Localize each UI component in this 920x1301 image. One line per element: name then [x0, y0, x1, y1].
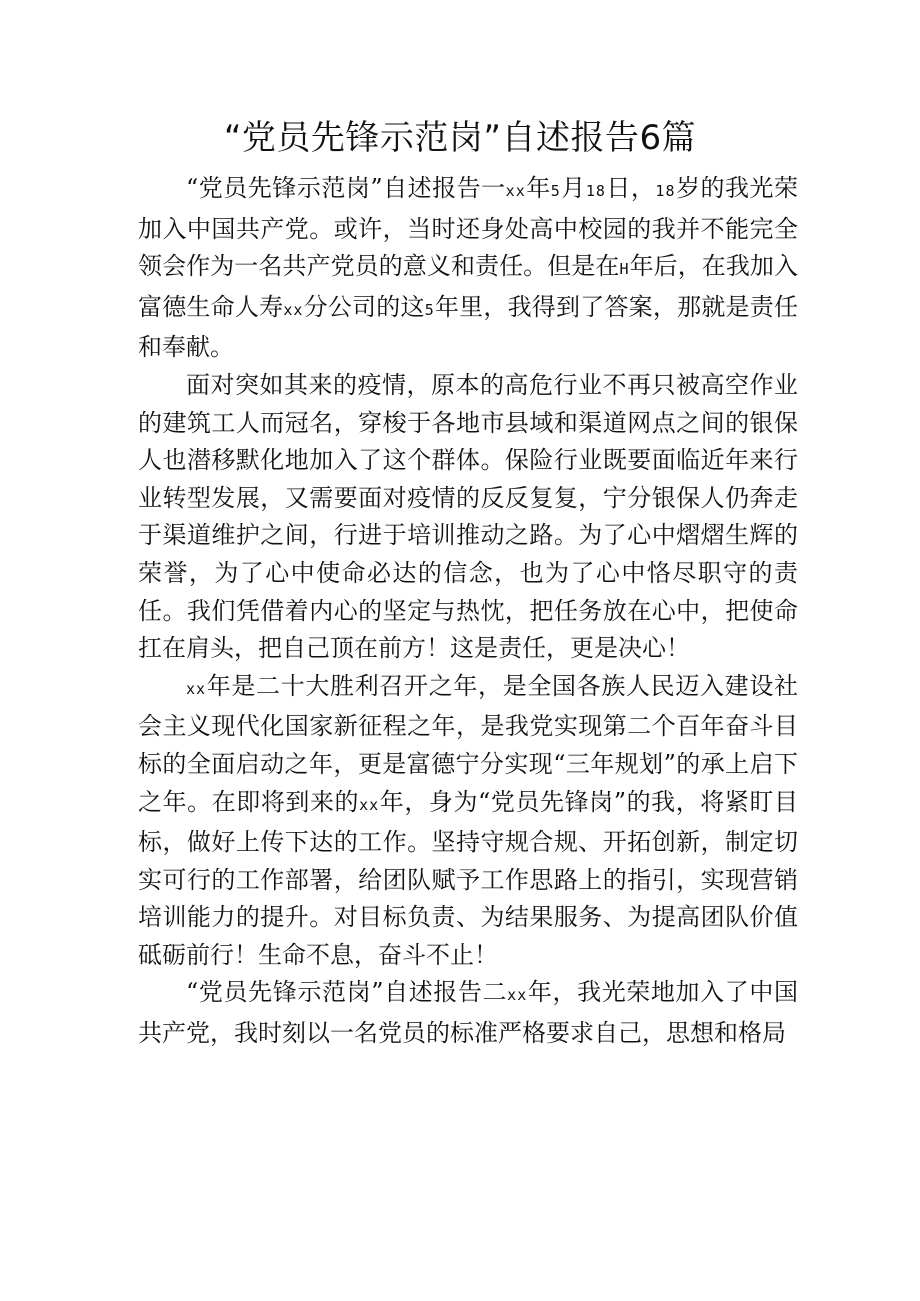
paragraph — [138, 974, 798, 1052]
paragraph-text: 面对突如其来的疫情，原本的高危行业不再只被高空作业的建筑工人而冠名，穿梭于各地市县域和渠道网点之间的银保人也潜移默化地加入了这个群体。保险行业既要面临近年来行业转型发展，又需要面对疫情的反反复复，宁分银保人仍奔走于渠道维护之间，行进于培训推动之路。为了心中熠熠生辉的荣誉，为了心中使命必达的信念，也为了心中恪尽职守的责任。我们凭借着内心的坚定与热忱，把任务放在心中，把使命扛在肩头，把自己顶在前方！这是责任，更是决心！ — [138, 370, 798, 663]
paragraph-text: “党员先锋示范岗”自述报告一 — [186, 174, 506, 202]
paragraph — [138, 367, 798, 668]
paragraph-text: 年 — [525, 174, 551, 202]
paragraph-text: “党员先锋示范岗”自述报告二 — [186, 978, 508, 1007]
paragraph-number: 18 — [585, 182, 606, 200]
paragraph-text: 年，身为“党员先锋岗”的我，将紧盯目标，做好上传下达的工作。坚持守规合规、开拓创新，制定切实可行的工作部署，给团队赋予工作思路上的指引，实现营销培训能力的提升。对目标负责、为结果服务、为提高团队价值砥砺前行！生命不息，奋斗不止！ — [138, 787, 799, 969]
paragraph-text: 年是二十大胜利召开之年，是全国各族人民迈入建设社会主义现代化国家新征程之年，是我党实现第二个百年奋斗目标的全面启动之年，更是富德宁分实现“三年规划”的承上启下之年。在即将到来的 — [138, 671, 798, 816]
paragraph-number: 5 — [550, 182, 561, 200]
paragraph-number: H — [619, 260, 630, 279]
paragraph-text: 分公司的这 — [303, 292, 425, 321]
paragraph-text: 年后，在我加入富德生命人寿 — [138, 252, 799, 321]
paragraph-number: 18 — [655, 182, 676, 200]
paragraph-number: xx — [505, 182, 526, 200]
paragraph-text: 岁的我光荣加入中国共产党。或许，当时还身处高中校园的我并不能完全领会作为一名共产党员的意义和责任。但是在 — [138, 174, 799, 281]
paragraph — [138, 668, 798, 975]
paragraph-number: xx — [359, 795, 380, 814]
paragraph-number: xx — [507, 986, 528, 1005]
paragraph-number: 5 — [424, 300, 435, 319]
document-title: “党员先锋示范岗”自述报告6篇 — [223, 118, 697, 158]
paragraph-number: xx — [186, 679, 207, 698]
paragraph-text: 年里，我得到了答案，那就是责任和奉献。 — [138, 292, 798, 362]
paragraph-text: 日， — [605, 174, 656, 202]
paragraph-text: 月 — [560, 174, 586, 202]
paragraph-text: 年，我光荣地加入了中国共产党，我时刻以一名党员的标准严格要求自己，思想和格局 — [138, 978, 799, 1048]
paragraph — [138, 170, 798, 367]
paragraph-number: xx — [283, 300, 304, 319]
document-body — [138, 170, 798, 1053]
